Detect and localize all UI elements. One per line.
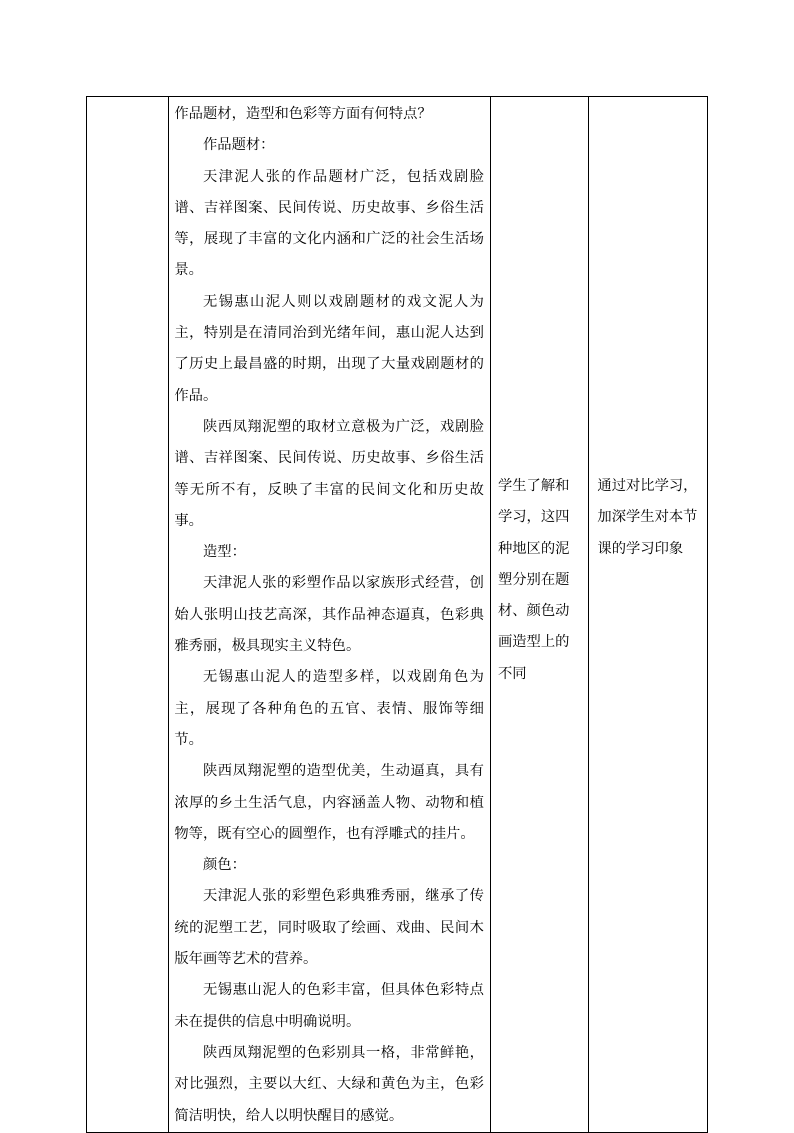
teaching-content-cell xyxy=(169,97,491,1133)
subject-tianjin-text: 天津泥人张的作品题材广泛，包括戏剧脸谱、吉祥图案、民间传说、历史故事、乡俗生活等，展现了丰富的文化内涵和广泛的社会生活场景。 xyxy=(174,168,484,279)
color-tianjin-text: 天津泥人张的彩塑色彩典雅秀丽，继承了传统的泥塑工艺，同时吸取了绘画、戏曲、民间木版年画等艺术的营养。 xyxy=(174,888,484,968)
shape-shaanxi-text: 陕西凤翔泥塑的造型优美，生动逼真，具有浓厚的乡土生活气息，内容涵盖人物、动物和植物等，既有空心的圆塑作，也有浮雕式的挂片。 xyxy=(174,763,484,842)
subject-heading: 作品题材： xyxy=(202,137,275,154)
subject-shaanxi-text: 陕西凤翔泥塑的取材立意极为广泛，戏剧脸谱、吉祥图案、民间传说、历史故事、乡俗生活等无所不有，反映了丰富的民间文化和历史故事。 xyxy=(174,418,484,529)
color-wuxi-text: 无锡惠山泥人的色彩丰富，但具体色彩特点未在提供的信息中明确说明。 xyxy=(174,982,484,1030)
design-intent-cell xyxy=(589,97,708,1133)
color-shaanxi-text: 陕西凤翔泥塑的色彩别具一格，非常鲜艳，对比强烈，主要以大红、大绿和黄色为主，色彩简洁明快，给人以明快醒目的感觉。 xyxy=(174,1044,484,1124)
lesson-plan-table xyxy=(86,96,708,1133)
student-activity-text: 学生了解和学习，这四种地区的泥塑分别在题材、颜色动画造型上的不同 xyxy=(497,478,570,682)
shape-wuxi-text: 无锡惠山泥人的造型多样，以戏剧角色为主，展现了各种角色的五官、表情、服饰等细节。 xyxy=(174,669,484,748)
design-intent-text: 通过对比学习，加深学生对本节课的学习印象 xyxy=(597,478,698,557)
subject-wuxi-text: 无锡惠山泥人则以戏剧题材的戏文泥人为主，特别是在清同治到光绪年间，惠山泥人达到了历史上最昌盛的时期，出现了大量戏剧题材的作品。 xyxy=(174,293,484,404)
intro-text: 作品题材，造型和色彩等方面有何特点？ xyxy=(174,106,432,122)
stage-cell xyxy=(87,97,169,1133)
student-activity-cell xyxy=(490,97,588,1133)
color-heading: 颜色： xyxy=(202,857,246,874)
table-row xyxy=(87,97,708,1133)
shape-tianjin-text: 天津泥人张的彩塑作品以家族形式经营，创始人张明山技艺高深，其作品神态逼真，色彩典雅秀丽，极具现实主义特色。 xyxy=(174,575,484,655)
shape-heading: 造型： xyxy=(202,544,246,561)
